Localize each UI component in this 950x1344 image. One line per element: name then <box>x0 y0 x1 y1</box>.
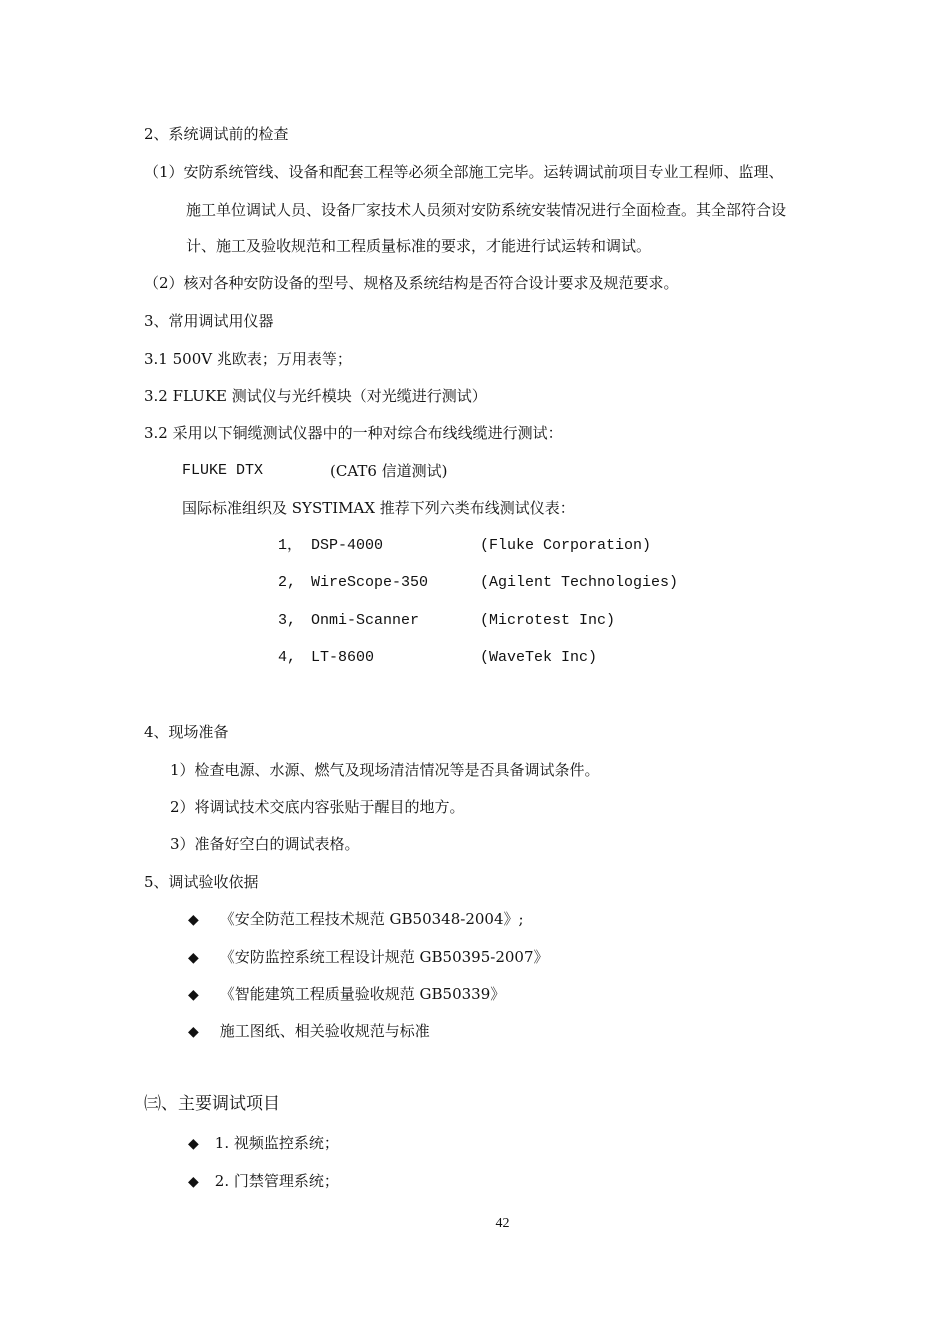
instrument-number: 3, <box>278 612 297 629</box>
section-3-heading: 3、常用调试用仪器 <box>144 312 274 330</box>
section-2-item-1-line-2: 施工单位调试人员、设备厂家技术人员须对安防系统安装情况进行全面检查。其全部符合设 <box>186 201 787 219</box>
standard-text: 《智能建筑工程质量验收规范 GB50339》 <box>219 985 506 1003</box>
section-4-item: 3）准备好空白的调试表格。 <box>170 835 360 853</box>
instrument-maker: (Fluke Corporation) <box>480 537 652 554</box>
diamond-bullet-icon: ◆ <box>188 987 199 1003</box>
item-3-1: 3.1 500V 兆欧表；万用表等； <box>144 350 352 368</box>
instrument-intro: 国际标准组织及 SYSTIMAX 推荐下列六类布线测试仪表： <box>182 499 575 517</box>
section-main-items-heading: ㈢、主要调试项目 <box>144 1094 280 1114</box>
fluke-dtx-note: (CAT6 信道测试) <box>330 462 448 480</box>
section-5-heading: 5、调试验收依据 <box>144 873 259 891</box>
instrument-model: WireScope-350 <box>311 574 429 591</box>
section-2-item-1-line-3: 计、施工及验收规范和工程质量标准的要求，才能进行试运转和调试。 <box>186 237 652 255</box>
instrument-maker: (WaveTek Inc) <box>480 649 598 666</box>
item-3-2-fluke: 3.2 FLUKE 测试仪与光纤模块（对光缆进行测试） <box>144 387 487 405</box>
section-4-heading: 4、现场准备 <box>144 723 229 741</box>
instrument-maker: (Microtest Inc) <box>480 612 616 629</box>
section-2-item-1-line-1: （1）安防系统管线、设备和配套工程等必须全部施工完毕。运转调试前项目专业工程师、监理、 <box>144 163 784 181</box>
standard-list-item <box>188 984 505 1005</box>
instrument-number: 4, <box>278 649 297 666</box>
standard-text: 《安防监控系统工程设计规范 GB50395-2007》 <box>219 948 549 966</box>
main-item <box>188 1133 339 1154</box>
instrument-model: Onmi-Scanner <box>311 612 420 629</box>
instrument-number: 1， <box>278 537 303 554</box>
section-4-item: 2）将调试技术交底内容张贴于醒目的地方。 <box>170 798 465 816</box>
instrument-maker: (Agilent Technologies) <box>480 574 679 591</box>
diamond-bullet-icon: ◆ <box>188 1174 199 1190</box>
section-2-item-2: （2）核对各种安防设备的型号、规格及系统结构是否符合设计要求及规范要求。 <box>144 274 679 292</box>
page-number: 42 <box>495 1216 510 1231</box>
item-3-2-copper: 3.2 采用以下铜缆测试仪器中的一种对综合布线线缆进行测试： <box>144 424 563 442</box>
diamond-bullet-icon: ◆ <box>188 912 199 928</box>
section-2-heading: 2、系统调试前的检查 <box>144 125 289 143</box>
fluke-dtx-name: FLUKE DTX <box>182 462 264 479</box>
instrument-model: DSP-4000 <box>311 537 384 554</box>
standard-list-item <box>188 947 549 968</box>
standard-list-item <box>188 909 524 930</box>
main-item-text: 2. 门禁管理系统； <box>214 1172 339 1190</box>
instrument-model: LT-8600 <box>311 649 375 666</box>
standard-text: 施工图纸、相关验收规范与标准 <box>219 1022 430 1040</box>
section-4-item: 1）检查电源、水源、燃气及现场清洁情况等是否具备调试条件。 <box>170 761 600 779</box>
diamond-bullet-icon: ◆ <box>188 1024 199 1040</box>
standard-list-item <box>188 1021 430 1042</box>
diamond-bullet-icon: ◆ <box>188 950 199 966</box>
standard-text: 《安全防范工程技术规范 GB50348-2004》; <box>219 910 524 928</box>
main-item <box>188 1171 339 1192</box>
diamond-bullet-icon: ◆ <box>188 1136 199 1152</box>
main-item-text: 1. 视频监控系统； <box>214 1134 339 1152</box>
instrument-number: 2, <box>278 574 297 591</box>
